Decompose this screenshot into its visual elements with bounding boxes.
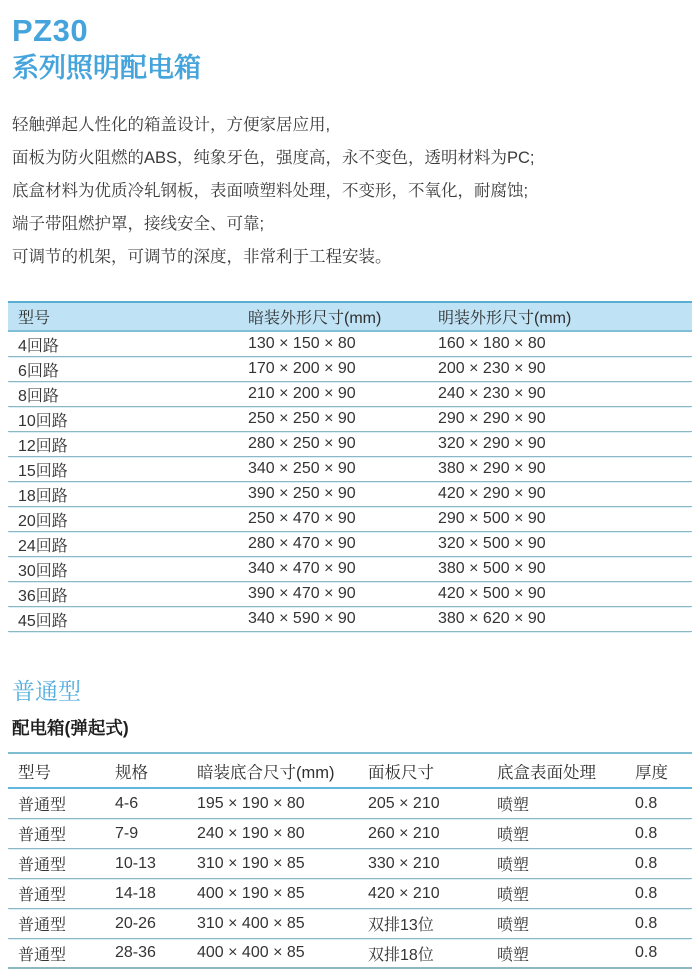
- table-cell: 暗装外形尺寸(mm): [248, 310, 382, 328]
- table-cell: 明装外形尺寸(mm): [438, 310, 572, 328]
- table-cell: 喷塑: [497, 917, 530, 935]
- table-cell: 10回路: [18, 412, 68, 430]
- table-cell: 380 × 500 × 90: [438, 560, 546, 578]
- table-row: [8, 607, 692, 632]
- description-line: 面板为防火阻燃的ABS，纯象牙色，强度高，永不变色，透明材料为PC;: [12, 149, 535, 168]
- table-cell: 24回路: [18, 537, 68, 555]
- page-subtitle: 系列照明配电箱: [12, 52, 201, 83]
- table-cell: 420 × 290 × 90: [438, 485, 546, 503]
- table-row: [8, 819, 692, 849]
- table-cell: 0.8: [635, 824, 658, 842]
- table-cell: 型号: [18, 763, 51, 782]
- table-cell: 20-26: [115, 914, 156, 932]
- table-row: [8, 557, 692, 582]
- table-cell: 6回路: [18, 362, 59, 380]
- table-header-row: [8, 754, 692, 789]
- table-row: [8, 507, 692, 532]
- description-line: 可调节的机架，可调节的深度，非常利于工程安装。: [12, 248, 392, 267]
- table-header-row: [8, 301, 692, 332]
- table-cell: 30回路: [18, 562, 68, 580]
- dimensions-table: [8, 301, 692, 632]
- table-cell: 双排13位: [368, 917, 434, 935]
- table-cell: 340 × 590 × 90: [248, 610, 356, 628]
- table-cell: 200 × 230 × 90: [438, 360, 546, 378]
- table-cell: 14-18: [115, 884, 156, 902]
- table-cell: 普通型: [18, 827, 67, 845]
- table-cell: 280 × 250 × 90: [248, 435, 356, 453]
- table-row: [8, 332, 692, 357]
- table-cell: 普通型: [18, 797, 67, 815]
- table-cell: 290 × 290 × 90: [438, 410, 546, 428]
- page-title: PZ30: [12, 13, 89, 48]
- table-row: [8, 357, 692, 382]
- table-cell: 380 × 620 × 90: [438, 610, 546, 628]
- table-row: [8, 457, 692, 482]
- table-cell: 250 × 470 × 90: [248, 510, 356, 528]
- table-cell: 规格: [115, 763, 148, 782]
- section-heading: 普通型: [12, 678, 81, 705]
- table-cell: 0.8: [635, 884, 658, 902]
- table-row: [8, 432, 692, 457]
- table-cell: 普通型: [18, 917, 67, 935]
- ordinary-type-table: [8, 752, 692, 969]
- table-cell: 20回路: [18, 512, 68, 530]
- table-cell: 310 × 400 × 85: [197, 914, 305, 932]
- table-cell: 普通型: [18, 887, 67, 905]
- table-cell: 240 × 190 × 80: [197, 824, 305, 842]
- table-cell: 320 × 290 × 90: [438, 435, 546, 453]
- table-row: [8, 879, 692, 909]
- table-cell: 195 × 190 × 80: [197, 794, 305, 812]
- table-cell: 160 × 180 × 80: [438, 335, 546, 353]
- table-cell: 暗装底合尺寸(mm): [197, 763, 335, 782]
- table-row: [8, 849, 692, 879]
- table-cell: 290 × 500 × 90: [438, 510, 546, 528]
- table-row: [8, 909, 692, 939]
- table-cell: 320 × 500 × 90: [438, 535, 546, 553]
- table-cell: 0.8: [635, 944, 658, 962]
- ordinary-type-table-body: [8, 789, 692, 969]
- table-cell: 210 × 200 × 90: [248, 385, 356, 403]
- table-cell: 390 × 470 × 90: [248, 585, 356, 603]
- table-cell: 喷塑: [497, 887, 530, 905]
- table-cell: 400 × 190 × 85: [197, 884, 305, 902]
- table-cell: 喷塑: [497, 827, 530, 845]
- ordinary-type-table-header: [8, 754, 692, 789]
- table-cell: 28-36: [115, 944, 156, 962]
- table-cell: 240 × 230 × 90: [438, 385, 546, 403]
- table-cell: 420 × 500 × 90: [438, 585, 546, 603]
- table-cell: 喷塑: [497, 797, 530, 815]
- table-cell: 10-13: [115, 854, 156, 872]
- table-cell: 45回路: [18, 612, 68, 630]
- table-cell: 205 × 210: [368, 794, 440, 812]
- table-cell: 普通型: [18, 857, 67, 875]
- table-cell: 面板尺寸: [368, 763, 434, 782]
- table-row: [8, 582, 692, 607]
- table-cell: 380 × 290 × 90: [438, 460, 546, 478]
- table-cell: 双排18位: [368, 946, 434, 964]
- table-cell: 0.8: [635, 794, 658, 812]
- table-cell: 330 × 210: [368, 854, 440, 872]
- description-line: 端子带阻燃护罩，接线安全、可靠;: [12, 215, 265, 234]
- dimensions-table-body: [8, 332, 692, 632]
- table-cell: 厚度: [635, 763, 668, 782]
- table-cell: 普通型: [18, 946, 67, 964]
- table-cell: 170 × 200 × 90: [248, 360, 356, 378]
- table-cell: 底盒表面处理: [497, 763, 596, 782]
- table-cell: 250 × 250 × 90: [248, 410, 356, 428]
- table-cell: 4回路: [18, 337, 59, 355]
- table-row: [8, 939, 692, 969]
- table-cell: 310 × 190 × 85: [197, 854, 305, 872]
- table-cell: 喷塑: [497, 946, 530, 964]
- table-cell: 4-6: [115, 794, 139, 812]
- table-cell: 型号: [18, 310, 51, 328]
- table-cell: 420 × 210: [368, 884, 440, 902]
- table-cell: 0.8: [635, 854, 658, 872]
- description-line: 轻触弹起人性化的箱盖设计，方便家居应用,: [12, 116, 331, 135]
- dimensions-table-header: [8, 301, 692, 332]
- table-row: [8, 407, 692, 432]
- table-cell: 7-9: [115, 824, 139, 842]
- table-cell: 喷塑: [497, 857, 530, 875]
- table-cell: 130 × 150 × 80: [248, 335, 356, 353]
- table-row: [8, 482, 692, 507]
- table-cell: 0.8: [635, 914, 658, 932]
- table-row: [8, 789, 692, 819]
- table-cell: 280 × 470 × 90: [248, 535, 356, 553]
- table-row: [8, 532, 692, 557]
- product-description: [12, 109, 692, 274]
- table-cell: 340 × 250 × 90: [248, 460, 356, 478]
- table-cell: 8回路: [18, 387, 59, 405]
- table-cell: 260 × 210: [368, 824, 440, 842]
- table-cell: 390 × 250 × 90: [248, 485, 356, 503]
- table-cell: 36回路: [18, 587, 68, 605]
- table-cell: 340 × 470 × 90: [248, 560, 356, 578]
- section-subheading: 配电箱(弹起式): [12, 718, 129, 739]
- table-cell: 18回路: [18, 487, 68, 505]
- table-cell: 12回路: [18, 437, 68, 455]
- table-row: [8, 382, 692, 407]
- table-cell: 400 × 400 × 85: [197, 944, 305, 962]
- description-line: 底盒材料为优质冷轧钢板，表面喷塑料处理，不变形，不氧化，耐腐蚀;: [12, 182, 529, 201]
- table-cell: 15回路: [18, 462, 68, 480]
